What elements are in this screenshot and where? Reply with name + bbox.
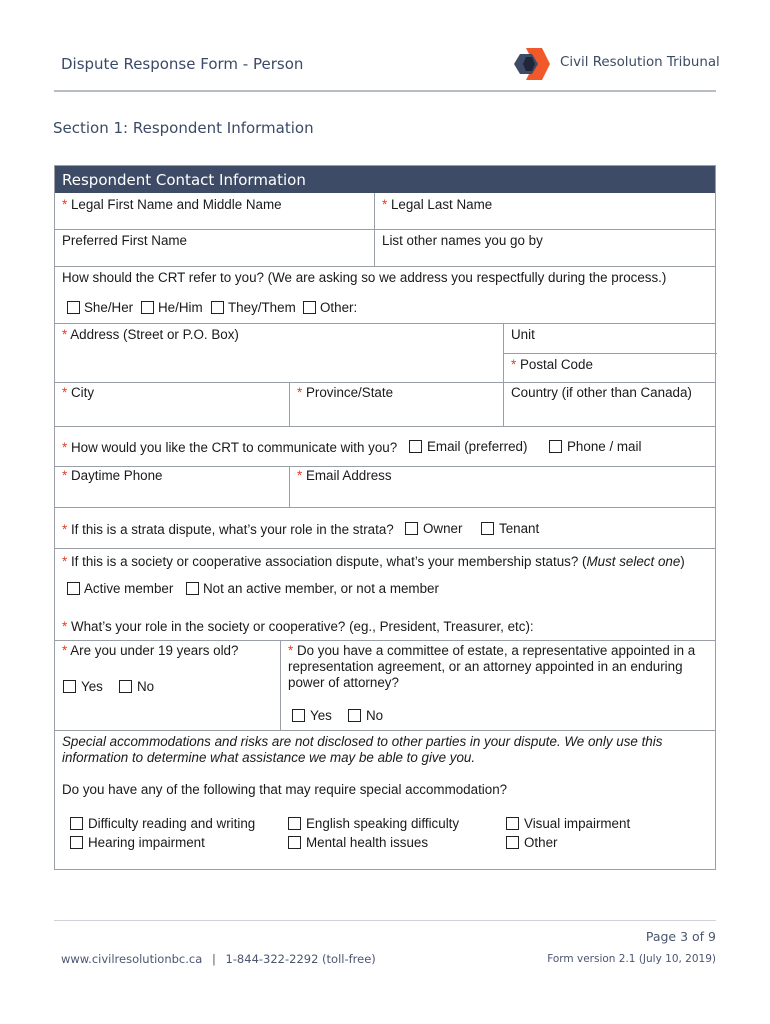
- footer-contact: www.civilresolutionbc.ca | 1-844-322-2292 (toll-free): [61, 952, 376, 966]
- committee-question-line: * Do you have a committee of estate, a representative appointed in a: [288, 643, 696, 658]
- accommodation-english-checkbox[interactable]: [288, 817, 301, 830]
- accommodation-option-label: Hearing impairment: [88, 835, 205, 850]
- committee-option-label: No: [366, 708, 384, 723]
- pronoun-label: They/Them: [228, 300, 296, 315]
- pronoun-checkbox-other[interactable]: [303, 301, 316, 314]
- pronoun-checkbox-they[interactable]: [211, 301, 224, 314]
- under19-yes-checkbox[interactable]: [63, 680, 76, 693]
- form-version: Form version 2.1 (July 10, 2019): [547, 953, 716, 965]
- society-option-label: Active member: [84, 581, 174, 596]
- pronoun-checkbox-he[interactable]: [141, 301, 154, 314]
- respondent-contact-form: [54, 165, 716, 870]
- other-names-field[interactable]: List other names you go by: [382, 233, 543, 248]
- section-title: Section 1: Respondent Information: [53, 119, 314, 137]
- society-inactive-checkbox[interactable]: [186, 582, 199, 595]
- committee-yes-checkbox[interactable]: [292, 709, 305, 722]
- accommodation-option-label: English speaking difficulty: [306, 816, 460, 831]
- accommodation-question: Do you have any of the following that may require special accommodation?: [62, 782, 508, 797]
- first-name-field[interactable]: * Legal First Name and Middle Name: [62, 197, 282, 212]
- preferred-name-field[interactable]: Preferred First Name: [62, 233, 188, 248]
- accommodation-option-label: Difficulty reading and writing: [88, 816, 256, 831]
- accommodation-mental-checkbox[interactable]: [288, 836, 301, 849]
- strata-option-label: Owner: [423, 521, 463, 536]
- communicate-email-checkbox[interactable]: [409, 440, 422, 453]
- pronoun-label: He/Him: [158, 300, 203, 315]
- accommodation-note-line: Special accommodations and risks are not disclosed to other parties in your dispute. We only use this: [62, 734, 663, 749]
- website-link[interactable]: www.civilresolutionbc.ca: [61, 952, 203, 966]
- accommodation-other-checkbox[interactable]: [506, 836, 519, 849]
- society-question: * If this is a society or cooperative association dispute, what’s your membership status? (Must select one): [62, 554, 685, 569]
- committee-option-label: Yes: [310, 708, 332, 723]
- province-field[interactable]: * Province/State: [297, 385, 394, 400]
- page-number: Page 3 of 9: [645, 929, 716, 944]
- under19-no-checkbox[interactable]: [119, 680, 132, 693]
- crt-logo-icon: [512, 46, 552, 82]
- committee-question-line: power of attorney?: [288, 675, 399, 690]
- society-role-field[interactable]: * What’s your role in the society or cooperative? (eg., President, Treasurer, etc):: [62, 619, 534, 634]
- accommodation-visual-checkbox[interactable]: [506, 817, 519, 830]
- unit-field[interactable]: Unit: [511, 327, 535, 342]
- pronoun-label: She/Her: [84, 300, 134, 315]
- communicate-option-label: Phone / mail: [567, 439, 642, 454]
- communicate-phone-checkbox[interactable]: [549, 440, 562, 453]
- committee-question-line: representation agreement, or an attorney appointed in an enduring: [288, 659, 683, 674]
- accommodation-option-label: Other: [524, 835, 558, 850]
- org-name: Civil Resolution Tribunal: [560, 55, 720, 70]
- header-divider: [54, 90, 716, 92]
- society-option-label: Not an active member, or not a member: [203, 581, 439, 596]
- communicate-option-label: Email (preferred): [427, 439, 528, 454]
- postal-code-field[interactable]: * Postal Code: [511, 357, 593, 372]
- section-band: Respondent Contact Information: [55, 166, 715, 193]
- phone-number: 1-844-322-2292 (toll-free): [225, 952, 376, 966]
- email-field[interactable]: * Email Address: [297, 468, 392, 483]
- form-title: Dispute Response Form - Person: [61, 55, 304, 73]
- pronoun-label: Other:: [320, 300, 358, 315]
- under19-option-label: No: [137, 679, 155, 694]
- strata-tenant-checkbox[interactable]: [481, 522, 494, 535]
- under19-question: * Are you under 19 years old?: [62, 643, 239, 658]
- under19-option-label: Yes: [81, 679, 103, 694]
- accommodation-note-line: information to determine what assistance we may be able to give you.: [62, 750, 476, 765]
- footer-divider: [54, 920, 716, 921]
- strata-option-label: Tenant: [499, 521, 540, 536]
- last-name-field[interactable]: * Legal Last Name: [382, 197, 493, 212]
- accommodation-option-label: Mental health issues: [306, 835, 429, 850]
- society-active-checkbox[interactable]: [67, 582, 80, 595]
- daytime-phone-field[interactable]: * Daytime Phone: [62, 468, 163, 483]
- accommodation-option-label: Visual impairment: [524, 816, 631, 831]
- strata-question: * If this is a strata dispute, what’s your role in the strata?: [62, 522, 394, 537]
- pronoun-checkbox-she[interactable]: [67, 301, 80, 314]
- city-field[interactable]: * City: [62, 385, 95, 400]
- country-field[interactable]: Country (if other than Canada): [511, 385, 692, 400]
- accommodation-reading-checkbox[interactable]: [70, 817, 83, 830]
- address-field[interactable]: * Address (Street or P.O. Box): [62, 327, 239, 342]
- pronoun-question: How should the CRT refer to you? (We are asking so we address you respectfully during the process.): [62, 270, 667, 285]
- committee-no-checkbox[interactable]: [348, 709, 361, 722]
- strata-owner-checkbox[interactable]: [405, 522, 418, 535]
- accommodation-hearing-checkbox[interactable]: [70, 836, 83, 849]
- communicate-question: * How would you like the CRT to communicate with you?: [62, 440, 398, 455]
